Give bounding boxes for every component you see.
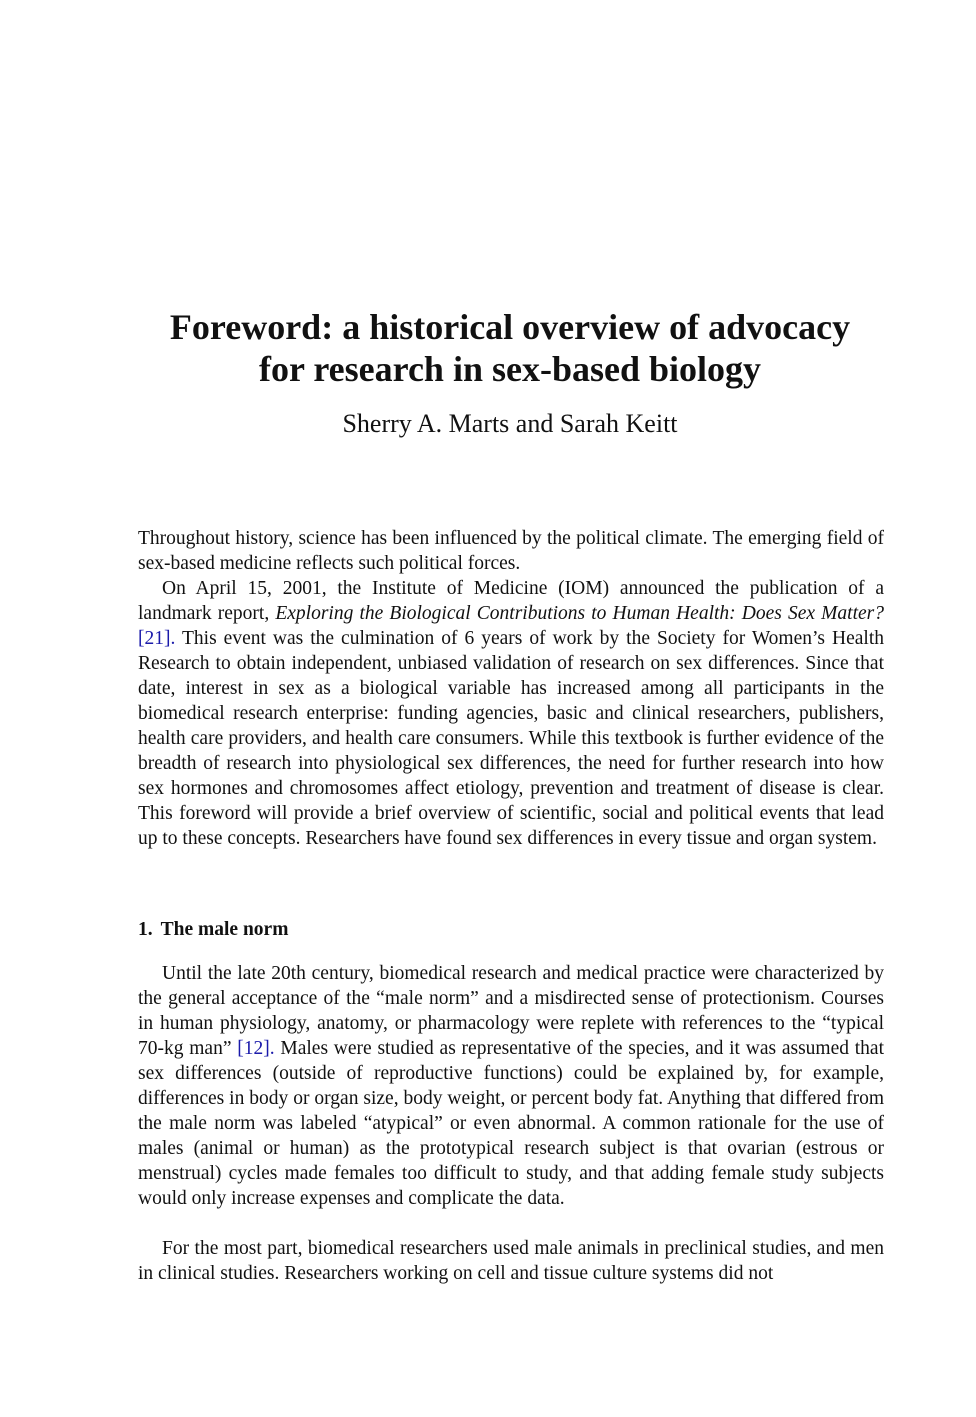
intro-paragraph-2-text-a: On April 15, 2001, the Institute of Medicine (IOM) announced the publication of a landmark report, — [138, 578, 884, 624]
chapter-title-line-2: for research in sex-based biology — [259, 349, 761, 389]
section-1-paragraph-1-text-b: Males were studied as representative of the species, and it was assumed that sex differences (outside of reproductive functions) could be explained by, for example, differences in body or organ size, body weight, or percent body fat. Anything that differed from the male norm was labeled “atypical” or even abnormal. A common rationale for the use of males (animal or human) as the prototypical research subject is that ovarian (estrous or menstrual) cycles made females too difficult to study, and that adding female study subjects would only increase expenses and complicate the data. — [138, 1038, 884, 1209]
report-title: Exploring the Biological Contributions to Human Health: Does Sex Matter? — [275, 603, 885, 624]
author-line: Sherry A. Marts and Sarah Keitt — [342, 409, 678, 438]
chapter-title-line-1: Foreword: a historical overview of advocacy — [169, 307, 851, 347]
section-1-paragraph-1-text-a: Until the late 20th century, biomedical research and medical practice were characterized by the general acceptance of the “male norm” and a misdirected sense of protectionism. Courses in human physiology, anatomy, or pharmacology were replete with references to the “typical 70-kg man” — [138, 963, 884, 1059]
intro-paragraph-1: Throughout history, science has been influenced by the political climate. The emerging field of sex-based medicine reflects such political forces. — [138, 528, 884, 574]
section-number: 1. — [138, 919, 153, 940]
citation-link-21[interactable]: [21]. — [138, 628, 176, 649]
citation-link-12[interactable]: [12]. — [237, 1038, 275, 1059]
section-heading-male-norm — [138, 917, 288, 942]
section-1-paragraph-2: For the most part, biomedical researchers used male animals in preclinical studies, and men in clinical studies. Researchers working on cell and tissue culture systems did not — [138, 1238, 884, 1284]
section-1-paragraph-1 — [138, 961, 884, 1211]
section-title: The male norm — [160, 919, 289, 940]
intro-paragraph-2 — [138, 576, 884, 851]
intro-paragraph-2-text-b: This event was the culmination of 6 years of work by the Society for Women’s Health Research to obtain independent, unbiased validation of research on sex differences. Since that date, interest in sex as a biological variable has increased among all participants in the biomedical research enterprise: funding agencies, basic and clinical researchers, publishers, health care providers, and health care consumers. While this textbook is further evidence of the breadth of research into physiological sex differences, the need for further research into how sex hormones and chromosomes affect etiology, prevention and treatment of disease is clear. This foreword will provide a brief overview of scientific, social and political events that lead up to these concepts. Researchers have found sex differences in every tissue and organ system. — [138, 628, 884, 849]
